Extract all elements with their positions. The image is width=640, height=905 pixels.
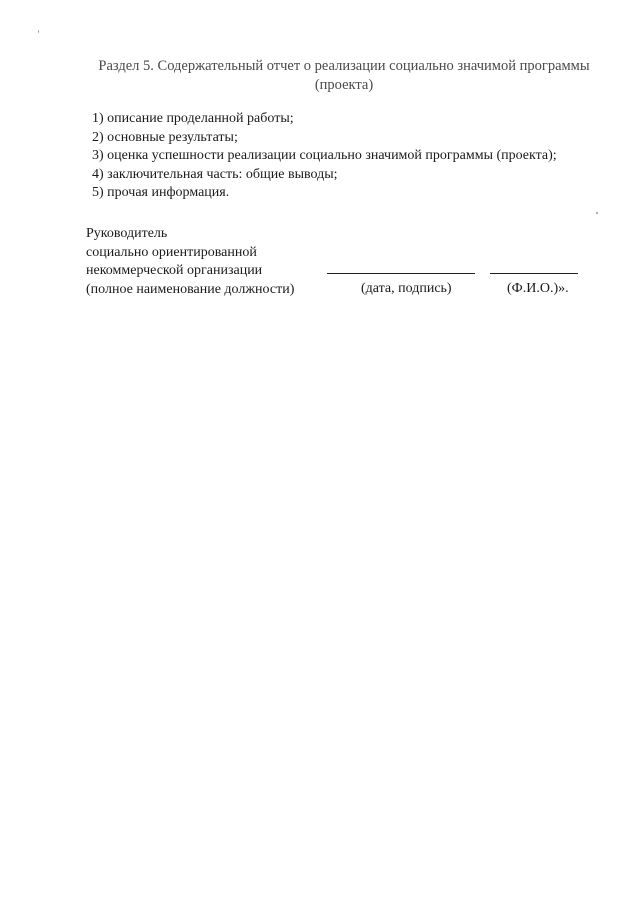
list-item: 3) оценка успешности реализации социально значимой программы (проекта); [92, 148, 557, 163]
signature-role-line: социально ориентированной [86, 244, 257, 260]
name-caption: (Ф.И.О.)». [507, 281, 569, 296]
list-item: 4) заключительная часть: общие выводы; [92, 166, 338, 182]
scan-speck [38, 30, 39, 33]
name-underline [490, 273, 578, 274]
date-signature-underline [327, 273, 475, 274]
signature-role-line: Руководитель [86, 226, 168, 241]
section-title: Раздел 5. Содержательный отчет о реализации социально значимой программы (проекта) [98, 58, 590, 93]
list-item: 5) прочая информация. [92, 185, 230, 200]
report-items-list [92, 110, 557, 203]
list-item: 1) описание проделанной работы; [92, 111, 294, 126]
signature-block [86, 225, 294, 299]
position-caption: (полное наименование должности) [86, 281, 295, 297]
date-signature-caption: (дата, подпись) [361, 281, 452, 296]
list-item: 2) основные результаты; [92, 129, 238, 145]
signature-role-line: некоммерческой организации [86, 263, 263, 278]
scan-speck [596, 212, 598, 214]
